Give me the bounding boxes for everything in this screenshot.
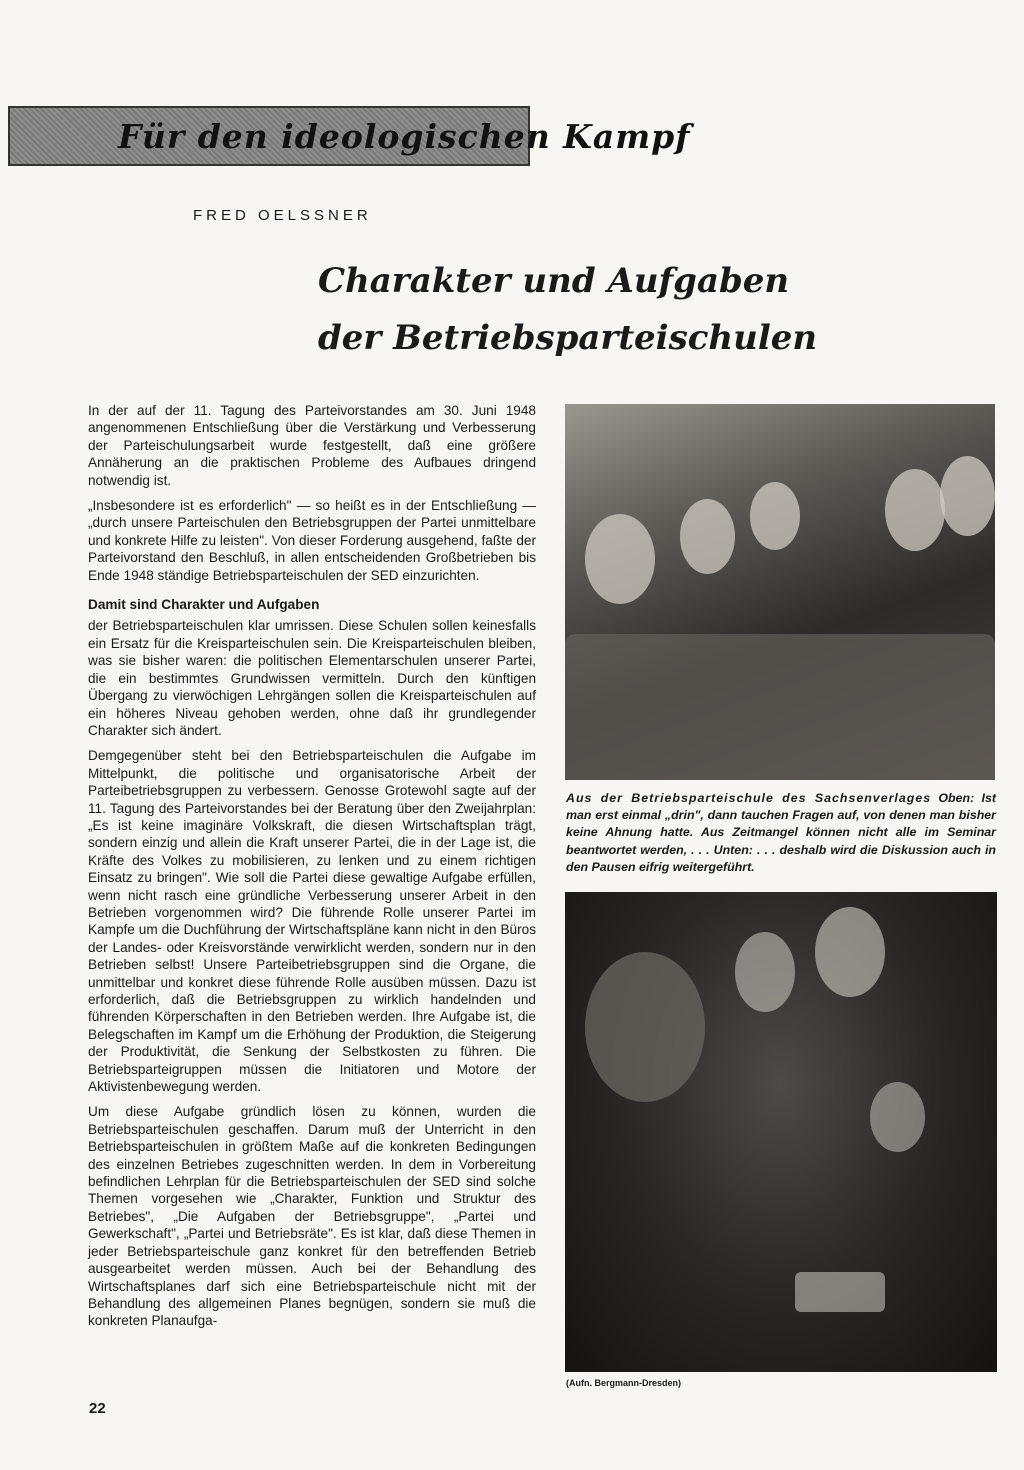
title-line-1: Charakter und Aufgaben — [318, 261, 790, 301]
paragraph: der Betriebsparteischulen klar umrissen. Diese Schulen sollen keinesfalls ein Ersatz für die Kreisparteischulen sein. Die Kreisparteischulen bleiben, was sie bisher waren: die politischen Elementarschulen unserer Partei, die ein bestimmtes Grundwissen vermitteln. Durch den künftigen Übergang zu vierwöchigen Lehrgängen sollen die Kreisparteischulen auf ein höheres Niveau gehoben werden, ohne daß ihr grundlegender Charakter sich ändert. — [88, 618, 536, 738]
subheading: Damit sind Charakter und Aufgaben — [88, 597, 320, 613]
photo-credit: (Aufn. Bergmann-Dresden) — [566, 1378, 682, 1388]
article-body — [88, 402, 536, 1338]
paragraph: Demgegenüber steht bei den Betriebsparteischulen die Aufgabe im Mittelpunkt, die politische und organisatorische Arbeit der Parteibetriebsgruppen zu verbessern. Genosse Grotewohl sagte auf der 11. Tagung des Parteivorstandes bei der Beratung über den Zweijahrplan: „Es ist keine imaginäre Volkskraft, die diesen Wirtschaftsplan trägt, sondern einzig und allein die Kraft unserer Partei, die in der Lage ist, die Kräfte des Volkes zu mobilisieren, zu lenken und zu einem richtigen Einsatz zu bringen". Wie soll die Partei diese gewaltige Aufgabe erfüllen, wenn nicht rasch eine gründliche Verbesserung unserer Arbeit in den Betrieben vorgenommen wird? Die führende Rolle unserer Partei im Kampfe um die Duchführung der Wirtschaftspläne kann nicht in den Büros der Landes- oder Kreisvorstände verwirklicht werden, sondern nur in den Betrieben selbst! Unsere Parteibetriebsgruppen sind die Organe, die unmittelbar und konkret diese führende Rolle ausüben müssen. Dazu ist erforderlich, daß die Betriebsgruppen zu wirklich handelnden und führenden Körperschaften in den Betrieben werden. Ihre Aufgabe ist, die Belegschaften im Kampf um die Erhöhung der Produktion, die Steigerung der Produktivität, die Senkung der Selbstkosten zu führen. Die Betriebsparteigruppen müssen die Initiatoren und Motore der Aktivistenbewegung werden. — [88, 748, 536, 1095]
section-banner-text: Für den ideologischen Kampf — [118, 116, 691, 156]
photo-discussion-bottom — [565, 892, 997, 1372]
photo-seminar-top — [565, 404, 995, 780]
caption-body: Oben: Ist man erst einmal „drin", dann tauchen Fragen auf, von denen man bisher keine Ahnung hatte. Aus Zeitmangel können nicht alle im Seminar beantwortet werden, . . . Unten: . . . deshalb wird die Diskussion auch in den Pausen eifrig weitergeführt. — [566, 791, 996, 874]
title-line-2: der Betriebsparteischulen — [318, 318, 818, 358]
paragraph: „Insbesondere ist es erforderlich" — so heißt es in der Entschließung — „durch unsere Parteischulen den Betriebsgruppen der Partei unmittelbare und konkrete Hilfe zu leisten". Von dieser Forderung ausgehend, faßte der Parteivorstand den Beschluß, in allen entscheidenden Großbetrieben bis Ende 1948 ständige Betriebsparteischulen der SED einzurichten. — [88, 498, 536, 583]
section-banner — [8, 106, 691, 166]
paragraph: Um diese Aufgabe gründlich lösen zu können, wurden die Betriebsparteischulen geschaffen. Darum muß der Unterricht in den Betriebsparteischulen in größtem Maße auf die konkreten Bedingungen des einzelnen Betriebes zugeschnitten werden. In dem in Vorbereitung befindlichen Lehrplan für die Betriebsparteischulen der SED sind solche Themen vorgesehen wie „Charakter, Funktion und Struktur des Betriebes", „Die Aufgaben der Betriebsgruppe", „Partei und Gewerkschaft", „Partei und Betriebsräte". Es ist klar, daß diese Themen in jeder Betriebsparteischule ganz konkret für den betreffenden Betrieb ausgearbeitet werden müssen. Auch bei der Behandlung des Wirtschaftsplanes darf sich eine Betriebsparteischule nicht mit der Behandlung des allgemeinen Planes begnügen, sondern sie muß die konkreten Planaufga- — [88, 1104, 536, 1329]
caption-lead: Aus der Betriebsparteischule des Sachsenverlages — [566, 791, 932, 805]
photo-caption — [566, 790, 996, 876]
author-name: FRED OELSSNER — [193, 207, 372, 224]
paragraph: In der auf der 11. Tagung des Parteivorstandes am 30. Juni 1948 angenommenen Entschließung über die Verstärkung und Verbesserung der Parteischulungsarbeit wurde festgestellt, daß eine größere Annäherung an die praktischen Probleme des Aufbaues dringend notwendig ist. — [88, 403, 536, 488]
page-number: 22 — [89, 1400, 106, 1417]
article-title — [318, 253, 878, 367]
